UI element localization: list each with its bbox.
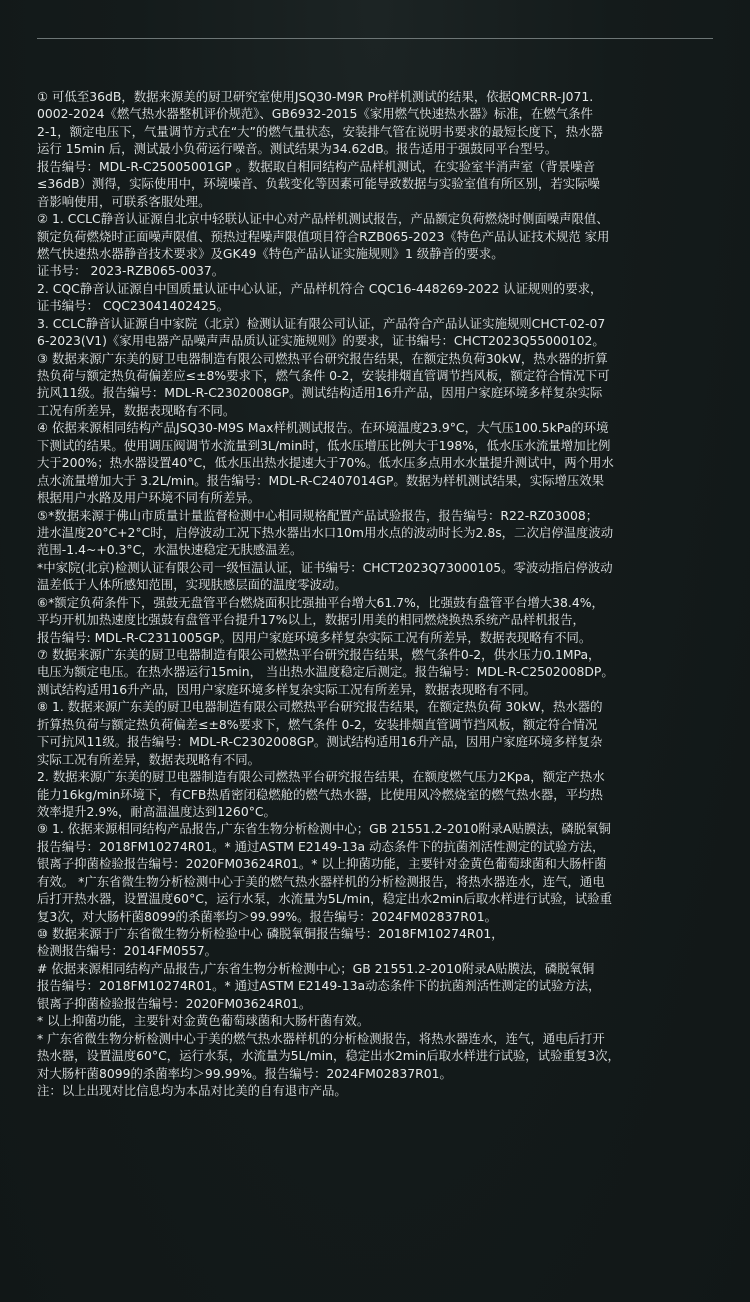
disclaimer-line: # 依据来源相同结构产品报告,广东省生物分析检测中心；GB 21551.2-2010附录A贴膜法，磷脱氧铜 bbox=[37, 960, 595, 976]
disclaimer-line: 音影响使用，可联系客服处理。 bbox=[37, 193, 211, 209]
disclaimer-line: 0002-2024《燃气热水器整机评价规范》、GB6932-2015《家用燃气快速热水器》标准，在燃气条件 bbox=[37, 106, 593, 122]
disclaimer-line: 抗风11级。报告编号：MDL-R-C2302008GP。测试结构适用16升产品，因用户家庭环境多样复杂实际 bbox=[37, 385, 603, 401]
disclaimer-line: 6-2023(V1)《家用电器产品噪声声品质认证实施规则》的要求，证书编号：CHCT2023Q55000102。 bbox=[37, 333, 605, 349]
disclaimer-line: ≤36dB）测得，实际使用中，环境噪音、负载变化等因素可能导致数据与实验室值有所区别，若实际噪 bbox=[37, 176, 600, 192]
disclaimer-line: 电压为额定电压。在热水器运行15min， 当出热水温度稳定后测定。报告编号：MDL-R-C2502008DP。 bbox=[37, 664, 614, 680]
disclaimer-line: ③ 数据来源广东美的厨卫电器制造有限公司燃热平台研究报告结果，在额定热负荷30kW，热水器的折算 bbox=[37, 350, 608, 366]
disclaimer-line: 2. 数据来源广东美的厨卫电器制造有限公司燃热平台研究报告结果，在额度燃气压力2Kpa，额定产热水 bbox=[37, 769, 605, 785]
disclaimer-line: 额定负荷燃烧时正面噪声限值、预热过程噪声限值项目符合RZB065-2023《特色产品认证技术规范 家用 bbox=[37, 228, 610, 244]
disclaimer-line: ⑤*数据来源于佛山市质量计量监督检测中心相同规格配置产品试验报告，报告编号：R22-RZ03008； bbox=[37, 507, 599, 523]
disclaimer-line: 2. CQC静音认证源自中国质量认证中心认证，产品样机符合 CQC16-448269-2022 认证规则的要求， bbox=[37, 280, 603, 296]
disclaimer-line: ⑥*额定负荷条件下，强鼓无盘管平台燃烧面积比强抽平台增大61.7%，比强鼓有盘管平台增大38.4%， bbox=[37, 594, 604, 610]
disclaimer-line: 范围-1.4~+0.3°C，水温快速稳定无肤感温差。 bbox=[37, 542, 303, 558]
disclaimer-line: 工况有所差异，数据表现略有不同。 bbox=[37, 402, 236, 418]
disclaimer-line: 后打开热水器，设置温度60°C，运行水泵，水流量为5L/min，稳定出水2min后取水样进行试验，试验重 bbox=[37, 891, 613, 907]
disclaimer-line: * 以上抑菌功能，主要针对金黄色葡萄球菌和大肠杆菌有效。 bbox=[37, 1013, 370, 1029]
disclaimer-line: ⑧ 1. 数据来源广东美的厨卫电器制造有限公司燃热平台研究报告结果，在额定热负荷 30kW，热水器的 bbox=[37, 699, 603, 715]
disclaimer-line: 证书号： 2023-RZB065-0037。 bbox=[37, 263, 225, 279]
disclaimer-line: 3. CCLC静音认证源自中家院（北京）检测认证有限公司认证，产品符合产品认证实施规则CHCT-02-07 bbox=[37, 315, 606, 331]
disclaimer-line: 注：以上出现对比信息均为本品对比美的自有退市产品。 bbox=[37, 1082, 347, 1098]
disclaimer-line: 报告编号：2018FM10274R01。* 通过ASTM E2149-13a 动态条件下的抗菌剂活性测定的试验方法， bbox=[37, 838, 605, 854]
disclaimer-line: 折算热负荷与额定热负荷偏差≤±8%要求下，燃气条件 0-2，安装排烟直管调节挡风板，额定符合情况 bbox=[37, 716, 598, 732]
disclaimer-line: *中家院(北京)检测认证有限公司一级恒温认证，证书编号：CHCT2023Q73000105。零波动指启停波动 bbox=[37, 559, 613, 575]
disclaimer-line: 热负荷与额定热负荷偏差应≤±8%要求下，燃气条件 0-2，安装排烟直管调节挡风板，额定符合情况下可 bbox=[37, 368, 610, 383]
disclaimer-line: 复3次，对大肠杆菌8099的杀菌率均＞99.99%。报告编号：2024FM02837R01。 bbox=[37, 908, 498, 924]
disclaimer-line: 报告编号：2018FM10274R01。* 通过ASTM E2149-13a动态条件下的抗菌剂活性测定的试验方法， bbox=[37, 978, 601, 994]
disclaimer-line: 2-1，额定电压下，气量调节方式在“大”的燃气量状态，安装排气管在说明书要求的最短长度下，热水器 bbox=[37, 123, 603, 139]
disclaimer-line: 报告编号：MDL-R-C25005001GP 。数据取自相同结构产品样机测试，在实验室半消声室（背景噪音 bbox=[37, 158, 595, 174]
disclaimer-line: ② 1. CCLC静音认证源自北京中轻联认证中心对产品样机测试报告，产品额定负荷燃烧时侧面噪声限值、 bbox=[37, 211, 609, 227]
disclaimer-line: 根据用户水路及用户环境不同有所差异。 bbox=[37, 490, 261, 506]
disclaimer-line: ⑦ 数据来源广东美的厨卫电器制造有限公司燃热平台研究报告结果，燃气条件0-2，供水压力0.1MPa， bbox=[37, 647, 601, 662]
disclaimer-line: 热水器，设置温度60°C，运行水泵，水流量为5L/min，稳定出水2min后取水样进行试验，试验重复3次， bbox=[37, 1048, 620, 1064]
disclaimer-line: ⑩ 数据来源于广东省微生物分析检验中心 磷脱氧铜报告编号：2018FM10274R01， bbox=[37, 926, 504, 941]
disclaimer-line: 测试结构适用16升产品，因用户家庭环境多样复杂实际工况有所差异，数据表现略有不同。 bbox=[37, 681, 537, 697]
disclaimer-line: ⑨ 1. 依据来源相同结构产品报告,广东省生物分析检测中心；GB 21551.2-2010附录A贴膜法，磷脱氧铜 bbox=[37, 821, 611, 837]
disclaimer-notes bbox=[37, 88, 715, 1099]
disclaimer-line: 银离子抑菌检验报告编号：2020FM03624R01。 bbox=[37, 995, 312, 1011]
disclaimer-line: 实际工况有所差异，数据表现略有不同。 bbox=[37, 751, 261, 767]
disclaimer-line: 有效。 *广东省微生物分析检测中心于美的燃气热水器样机的分析检测报告，将热水器连水，连气，通电 bbox=[37, 873, 605, 889]
disclaimer-line: 检测报告编号：2014FM0557。 bbox=[37, 943, 218, 959]
top-divider bbox=[37, 38, 713, 39]
disclaimer-line: 燃气快速热水器静音技术要求》及GK49《特色产品认证实施规则》1 级静音的要求。 bbox=[37, 245, 504, 261]
disclaimer-line: 效率提升2.9%，耐高温温度达到1260°C。 bbox=[37, 803, 276, 819]
disclaimer-line: 大于200%；热水器设置40°C，低水压出热水提速大于70%。低水压多点用水水量提升测试中，两个用水 bbox=[37, 455, 614, 471]
disclaimer-line: 下可抗风11级。报告编号：MDL-R-C2302008GP。测试结构适用16升产品，因用户家庭环境多样复杂 bbox=[37, 734, 603, 750]
disclaimer-line: 报告编号: MDL-R-C2311005GP。因用户家庭环境多样复杂实际工况有所差异，数据表现略有不同。 bbox=[37, 629, 592, 645]
disclaimer-line: * 广东省微生物分析检测中心于美的燃气热水器样机的分析检测报告，将热水器连水，连气，通电后打开 bbox=[37, 1030, 605, 1046]
disclaimer-line: ④ 依据来源相同结构产品JSQ30-M9S Max样机测试报告。在环境温度23.9°C，大气压100.5kPa的环境 bbox=[37, 420, 609, 436]
disclaimer-line: 平均开机加热速度比强鼓有盘管平台提升17%以上，数据引用美的相同燃烧换热系统产品样机报告， bbox=[37, 612, 585, 628]
disclaimer-line: 温差低于人体所感知范围，实现肤感层面的温度零波动。 bbox=[37, 577, 347, 593]
disclaimer-line: 能力16kg/min环境下，有CFB热盾密闭稳燃舱的燃气热水器，比使用风冷燃烧室的燃气热水器，平均热 bbox=[37, 786, 603, 802]
disclaimer-line: 银离子抑菌检验报告编号：2020FM03624R01。* 以上抑菌功能，主要针对金黄色葡萄球菌和大肠杆菌 bbox=[37, 856, 607, 872]
disclaimer-line: 运行 15min 后，测试最小负荷运行噪音。测试结果为34.62dB。报告适用于强鼓同平台型号。 bbox=[37, 141, 558, 157]
disclaimer-line: 对大肠杆菌8099的杀菌率均＞99.99%。报告编号：2024FM02837R01。 bbox=[37, 1065, 452, 1081]
disclaimer-line: 证书编号： CQC23041402425。 bbox=[37, 298, 230, 314]
disclaimer-line: 点水流量增加大于 3.2L/min。报告编号：MDL-R-C2407014GP。数据为样机测试结果，实际增压效果 bbox=[37, 472, 605, 488]
disclaimer-line: 下测试的结果。使用调压阀调节水流量到3L/min时，低水压增压比例大于198%，低水压水流量增加比例 bbox=[37, 437, 611, 453]
disclaimer-line: ① 可低至36dB，数据来源美的厨卫研究室使用JSQ30-M9R Pro样机测试的结果，依据QMCRR-J071. bbox=[37, 89, 594, 104]
disclaimer-line: 进水温度20°C+2°C时，启停波动工况下热水器出水口10m用水点的波动时长为2.8s，二次启停温度波动 bbox=[37, 524, 614, 540]
